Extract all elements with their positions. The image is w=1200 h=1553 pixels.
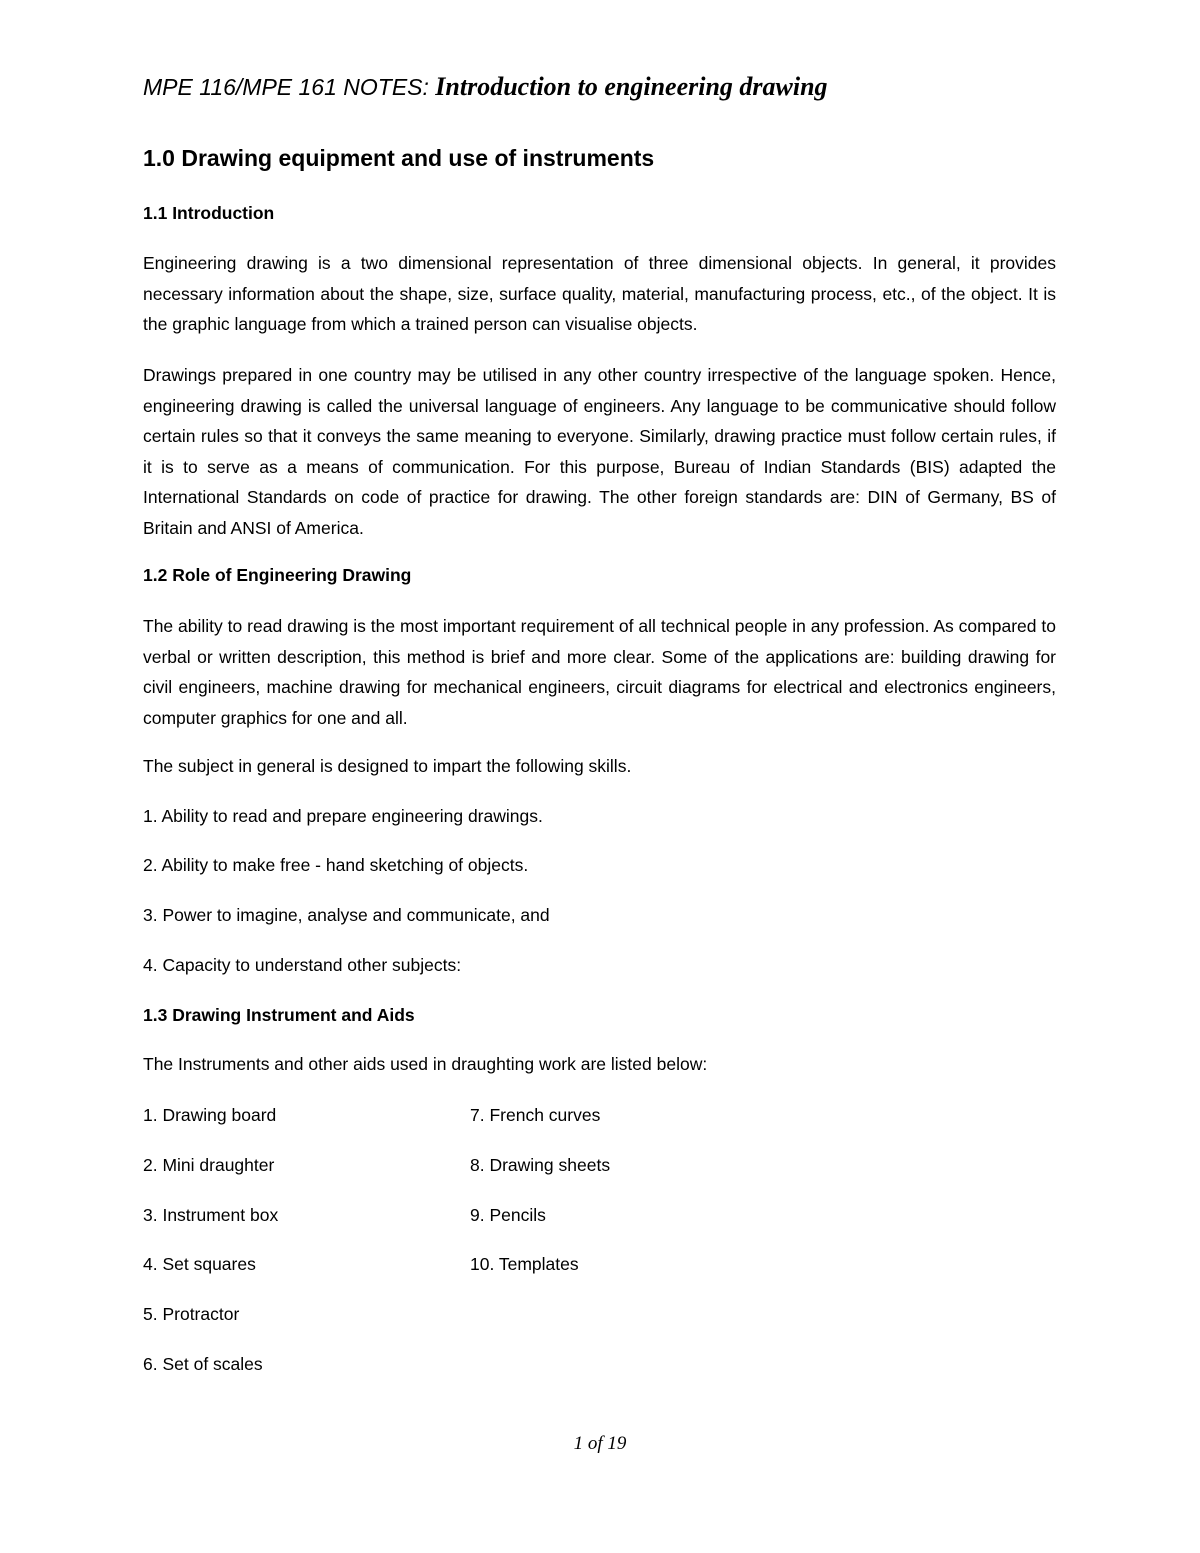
paragraph-role-1: The ability to read drawing is the most important requirement of all technical people in any profession. As compared to verbal or written description, this method is brief and more clear. Some of the applications are: building drawing for civil engineers, machine drawing for mechanical engineers, circuit diagrams for electrical and electronics engineers, computer graphics for one and all.	[143, 616, 1056, 728]
instrument-item: 4. Set squares	[143, 1254, 256, 1274]
instrument-item: 7. French curves	[470, 1105, 601, 1125]
section-heading-role: 1.2 Role of Engineering Drawing	[143, 565, 412, 585]
paragraph-role-2: The subject in general is designed to impart the following skills.	[143, 756, 632, 776]
section-heading-introduction: 1.1 Introduction	[143, 203, 275, 223]
instrument-item: 1. Drawing board	[143, 1105, 277, 1125]
header-course: MPE 116/MPE 161 NOTES:	[143, 74, 429, 100]
skill-item: 3. Power to imagine, analyse and communicate, and	[143, 905, 550, 925]
page-number: 1 of 19	[573, 1433, 627, 1454]
section-heading-instruments: 1.3 Drawing Instrument and Aids	[143, 1005, 415, 1025]
skill-item: 1. Ability to read and prepare engineering drawings.	[143, 806, 543, 826]
paragraph-introduction-1: Engineering drawing is a two dimensional representation of three dimensional objects. In general, it provides necessary information about the shape, size, surface quality, material, manufacturing process, etc., of the object. It is the graphic language from which a trained person can visualise objects.	[143, 253, 1056, 334]
instrument-item: 2. Mini draughter	[143, 1155, 275, 1175]
instrument-item: 6. Set of scales	[143, 1354, 263, 1374]
instrument-item: 8. Drawing sheets	[470, 1155, 611, 1175]
instrument-item: 10. Templates	[470, 1254, 579, 1274]
skill-item: 4. Capacity to understand other subjects:	[143, 955, 462, 975]
instrument-item: 9. Pencils	[470, 1205, 546, 1225]
instrument-item: 3. Instrument box	[143, 1205, 279, 1225]
instruments-intro: The Instruments and other aids used in draughting work are listed below:	[143, 1054, 708, 1074]
instrument-item: 5. Protractor	[143, 1304, 240, 1324]
skill-item: 2. Ability to make free - hand sketching of objects.	[143, 855, 529, 875]
chapter-title: 1.0 Drawing equipment and use of instruments	[143, 145, 655, 171]
page-header	[143, 72, 828, 102]
header-topic: Introduction to engineering drawing	[435, 72, 828, 101]
paragraph-introduction-2: Drawings prepared in one country may be utilised in any other country irrespective of the language spoken. Hence, engineering drawing is called the universal language of engineers. Any language to be communicative should follow certain rules so that it conveys the same meaning to everyone. Similarly, drawing practice must follow certain rules, if it is to serve as a means of communication. For this purpose, Bureau of Indian Standards (BIS) adapted the International Standards on code of practice for drawing. The other foreign standards are: DIN of Germany, BS of Britain and ANSI of America.	[143, 365, 1056, 538]
